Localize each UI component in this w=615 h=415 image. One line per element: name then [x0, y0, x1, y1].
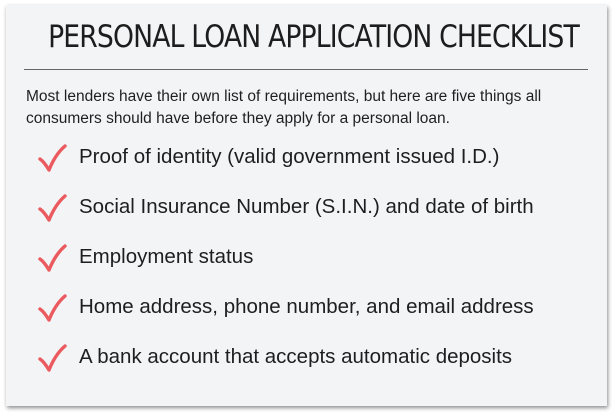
checkmark-icon: [36, 192, 68, 224]
checklist-item-label: Home address, phone number, and email address: [79, 295, 534, 318]
checklist-card: [6, 5, 607, 406]
checkmark-icon: [36, 292, 68, 324]
checklist-item-label: Employment status: [79, 245, 254, 268]
checklist-item-label: Social Insurance Number (S.I.N.) and date of birth: [79, 195, 534, 218]
checklist-item-label: A bank account that accepts automatic deposits: [79, 345, 513, 368]
checklist-item: [6, 340, 607, 380]
checklist-item: [6, 140, 607, 180]
checkmark-icon: [36, 242, 68, 274]
checklist-item: [6, 240, 607, 280]
checklist-item: [6, 190, 607, 230]
title-divider: [24, 69, 588, 70]
checkmark-icon: [36, 342, 68, 374]
checkmark-icon: [36, 142, 68, 174]
page-title: PERSONAL LOAN APPLICATION CHECKLIST: [48, 19, 579, 55]
checklist-item-label: Proof of identity (valid government issued I.D.): [79, 145, 500, 168]
checklist-item: [6, 290, 607, 330]
intro-paragraph: Most lenders have their own list of requirements, but here are five things all consumers should have before they apply for a personal loan.: [26, 88, 542, 127]
